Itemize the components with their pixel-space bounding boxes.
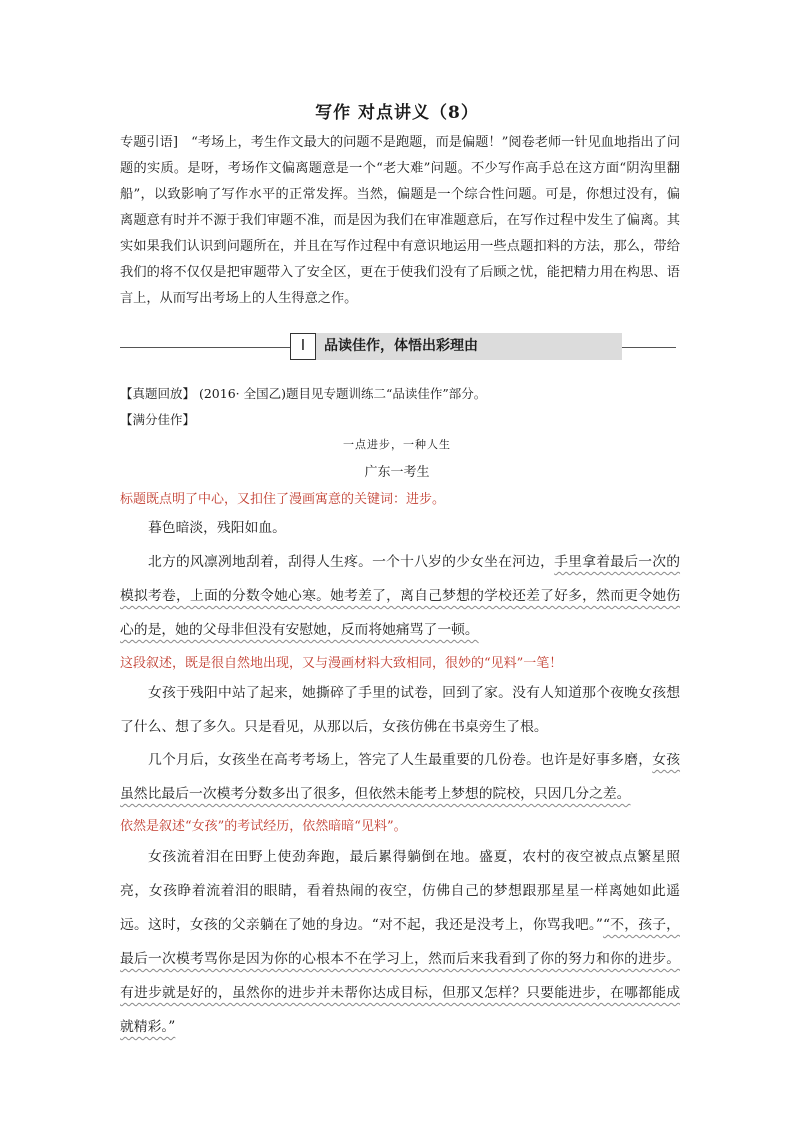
full-score-heading: 【满分佳作】	[120, 412, 196, 427]
essay-paragraph	[120, 545, 680, 647]
page-title: 写作 对点讲义（8）	[315, 103, 479, 123]
intro-paragraph: 专题引语] “考场上，考生作文最大的问题不是跑题，而是偏题！”阅卷老师一针见血地指出了问题的实质。是呀，考场作文偏离题意是一个“老大难”问题。不少写作高手总在这方面“阴沟里翻船”，以致影响了写作水平的正常发挥。当然，偏题是一个综合性问题。可是，你想过没有，偏离题意有时并不源于我们审题不准，而是因为我们在审准题意后，在写作过程中发生了偏离。其实如果我们认识到问题所在，并且在写作过程中有意识地运用一些点题扣料的方法，那么，带给我们的将不仅仅是把审题带入了安全区，更在于使我们没有了后顾之忧，能把精力用在构思、语言上，从而写出考场上的人生得意之作。	[120, 135, 680, 306]
paragraph-text: 几个月后，女孩坐在高考考场上，答完了人生最重要的几份卷。也许是好事多磨，	[148, 752, 653, 768]
paragraph-text: 北方的风凛冽地刮着，刮得人生疼。一个十八岁的少女坐在河边，	[148, 554, 555, 570]
underlined-text: 手里拿着最后一次的模拟考卷，上面的分数令她心寒。她考差了，离自己梦想的学校还差了好多，然而更令她伤心的是，她的父母非但没有安慰她，反而将她痛骂了一顿。	[120, 554, 681, 638]
essay-paragraph: 暮色暗淡，残阳如血。	[148, 520, 286, 536]
essay-title: 一点进步，一种人生	[343, 438, 451, 451]
essay-paragraph	[120, 840, 680, 1044]
essay-author: 广东一考生	[364, 465, 430, 480]
section-badge	[290, 333, 622, 360]
section-number: Ⅰ	[290, 333, 316, 360]
underlined-text: 女孩虽然比最后一次模考分数多出了很多，但依然未能考上梦想的院校，只因几分之差。	[120, 752, 681, 802]
real-exam-review: 【真题回放】 (2016· 全国乙)题目见专题训练二“品读佳作”部分。	[120, 386, 487, 401]
section-header	[120, 333, 676, 361]
comment-note: 这段叙述，既是很自然地出现，又与漫画材料大致相同，很妙的“见料”一笔！	[120, 656, 563, 671]
comment-note: 依然是叙述“女孩”的考试经历，依然暗暗“见料”。	[120, 819, 407, 834]
section-label: 品读佳作，体悟出彩理由	[324, 338, 478, 354]
comment-note: 标题既点明了中心，又扣住了漫画寓意的关键词：进步。	[120, 492, 446, 507]
underlined-text: “不，孩子，最后一次模考骂你是因为你的心根本不在学习上，然而后来我看到了你的努力和你的进步。有进步就是好的，虽然你的进步并未帮你达成目标，但那又怎样？只要能进步，在哪都能成就精彩。”	[120, 917, 680, 1035]
paragraph-text: 女孩流着泪在田野上使劲奔跑，最后累得躺倒在地。盛夏，农村的夜空被点点繁星照亮，女孩睁着流着泪的眼睛，看着热闹的夜空，仿佛自己的梦想跟那星星一样离她如此遥远。这时，女孩的父亲躺在了她的身边。“对不起，我还是没考上，你骂我吧。”	[120, 849, 680, 933]
essay-paragraph	[120, 743, 680, 811]
essay-paragraph: 女孩于残阳中站了起来，她撕碎了手里的试卷，回到了家。没有人知道那个夜晚女孩想了什么、想了多久。只是看见，从那以后，女孩仿佛在书桌旁生了根。	[120, 685, 680, 735]
